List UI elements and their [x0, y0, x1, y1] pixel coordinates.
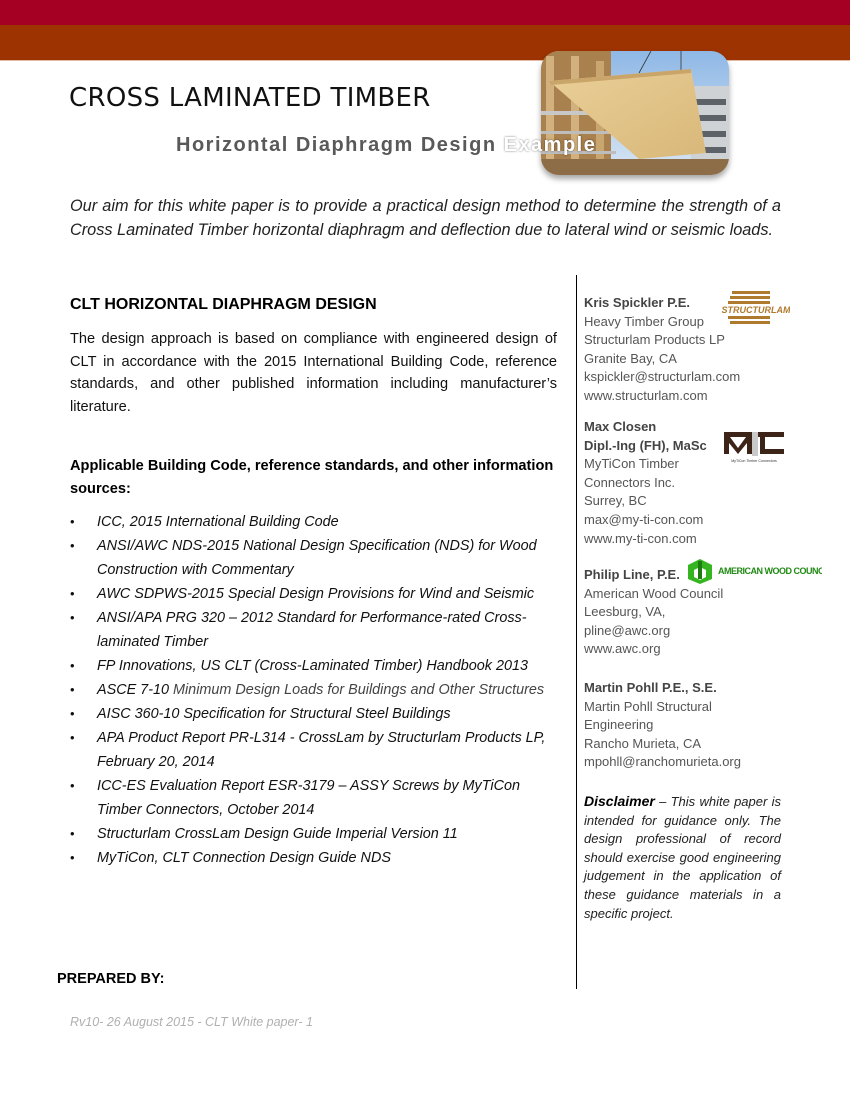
reference-item: • APA Product Report PR-L314 - CrossLam by Structurlam Products LP, February 20, 2014	[70, 726, 557, 774]
svg-text:MyTiCon Timber Connectors: MyTiCon Timber Connectors	[731, 459, 777, 463]
header-band-crimson	[0, 0, 850, 25]
disclaimer-text: – This white paper is intended for guidance only. The design professional of record should exercise good engineering judgement in the application of these guidance materials in a specific project.	[584, 794, 781, 921]
author-email[interactable]: mpohll@ranchomurieta.org	[584, 754, 741, 770]
prepared-by-label: PREPARED BY:	[57, 971, 165, 987]
author-line: Structurlam Products LP	[584, 332, 725, 348]
author-email[interactable]: kspickler@structurlam.com	[584, 369, 741, 385]
author-website[interactable]: www.my-ti-con.com	[584, 530, 697, 546]
author-line: Heavy Timber Group	[584, 313, 704, 329]
author-line: Connectors Inc.	[584, 474, 676, 490]
author-line: Leesburg, VA,	[584, 604, 666, 620]
column-divider	[576, 275, 577, 989]
cover-photo	[541, 51, 729, 175]
disclaimer	[584, 792, 781, 923]
svg-text:AMERICAN WOOD COUNCIL: AMERICAN WOOD COUNCIL	[718, 566, 822, 576]
section-heading: CLT HORIZONTAL DIAPHRAGM DESIGN	[70, 296, 377, 313]
author-line: Surrey, BC	[584, 493, 647, 509]
reference-item: • FP Innovations, US CLT (Cross-Laminated Timber) Handbook 2013	[70, 654, 557, 678]
author-credentials: Dipl.-Ing (FH), MaSc	[584, 437, 707, 453]
subtitle-overlap-text: Example	[503, 134, 597, 156]
reference-item: • AWC SDPWS-2015 Special Design Provisions for Wind and Seismic	[70, 582, 557, 606]
author-line: American Wood Council	[584, 585, 724, 601]
author-line: MyTiCon Timber	[584, 456, 679, 472]
page-footer: Rv10- 26 August 2015 - CLT White paper- 1	[70, 1015, 313, 1029]
author-line: Granite Bay, CA	[584, 350, 677, 366]
svg-text:STRUCTURLAM: STRUCTURLAM	[722, 305, 790, 315]
clt-panel-photo-icon	[541, 51, 729, 175]
reference-list	[70, 510, 557, 870]
design-approach-paragraph: The design approach is based on compliance with engineered design of CLT in accordance with the 2015 International Building Code, reference standards, and other published information including manufacturer’s literature.	[70, 331, 557, 415]
author-line: Rancho Murieta, CA	[584, 735, 702, 751]
author-name: Philip Line, P.E.	[584, 567, 680, 582]
author-name: Max Closen	[584, 419, 657, 434]
reference-item: • ANSI/APA PRG 320 – 2012 Standard for Performance-rated Cross-laminated Timber	[70, 606, 557, 654]
myticon-logo-icon	[722, 430, 786, 470]
document-title: CROSS LAMINATED TIMBER	[69, 83, 431, 113]
reference-item: • MyTiCon, CLT Connection Design Guide NDS	[70, 846, 557, 870]
author-email[interactable]: max@my-ti-con.com	[584, 511, 704, 527]
sources-heading: Applicable Building Code, reference standards, and other information sources:	[70, 458, 554, 497]
author-name: Martin Pohll P.E., S.E.	[584, 680, 717, 695]
reference-item: • ICC-ES Evaluation Report ESR-3179 – ASSY Screws by MyTiCon Timber Connectors, October 2014	[70, 774, 557, 822]
author-card-pohll	[584, 679, 784, 772]
author-email[interactable]: pline@awc.org	[584, 622, 671, 638]
author-line: Martin Pohll Structural	[584, 698, 712, 714]
author-line: Engineering	[584, 717, 654, 733]
reference-item: • AISC 360-10 Specification for Structural Steel Buildings	[70, 702, 557, 726]
main-column	[70, 296, 557, 870]
awc-logo-icon	[688, 557, 822, 591]
intro-paragraph: Our aim for this white paper is to provide a practical design method to determine the strength of a Cross Laminated Timber horizontal diaphragm and deflection due to lateral wind or seismic loads.	[70, 197, 781, 239]
reference-item: • ANSI/AWC NDS-2015 National Design Specification (NDS) for Wood Construction with Commentary	[70, 534, 557, 582]
author-website[interactable]: www.structurlam.com	[584, 387, 708, 403]
reference-item: • ICC, 2015 International Building Code	[70, 510, 557, 534]
reference-item: • Structurlam CrossLam Design Guide Imperial Version 11	[70, 822, 557, 846]
structurlam-logo-icon	[722, 290, 790, 334]
document-subtitle	[176, 134, 596, 157]
subtitle-text: Horizontal Diaphragm Design	[176, 134, 504, 156]
author-name: Kris Spickler P.E.	[584, 295, 690, 310]
disclaimer-label: Disclaimer	[584, 793, 655, 809]
author-website[interactable]: www.awc.org	[584, 641, 661, 657]
reference-item: • ASCE 7-10 Minimum Design Loads for Buildings and Other Structures	[70, 678, 557, 702]
